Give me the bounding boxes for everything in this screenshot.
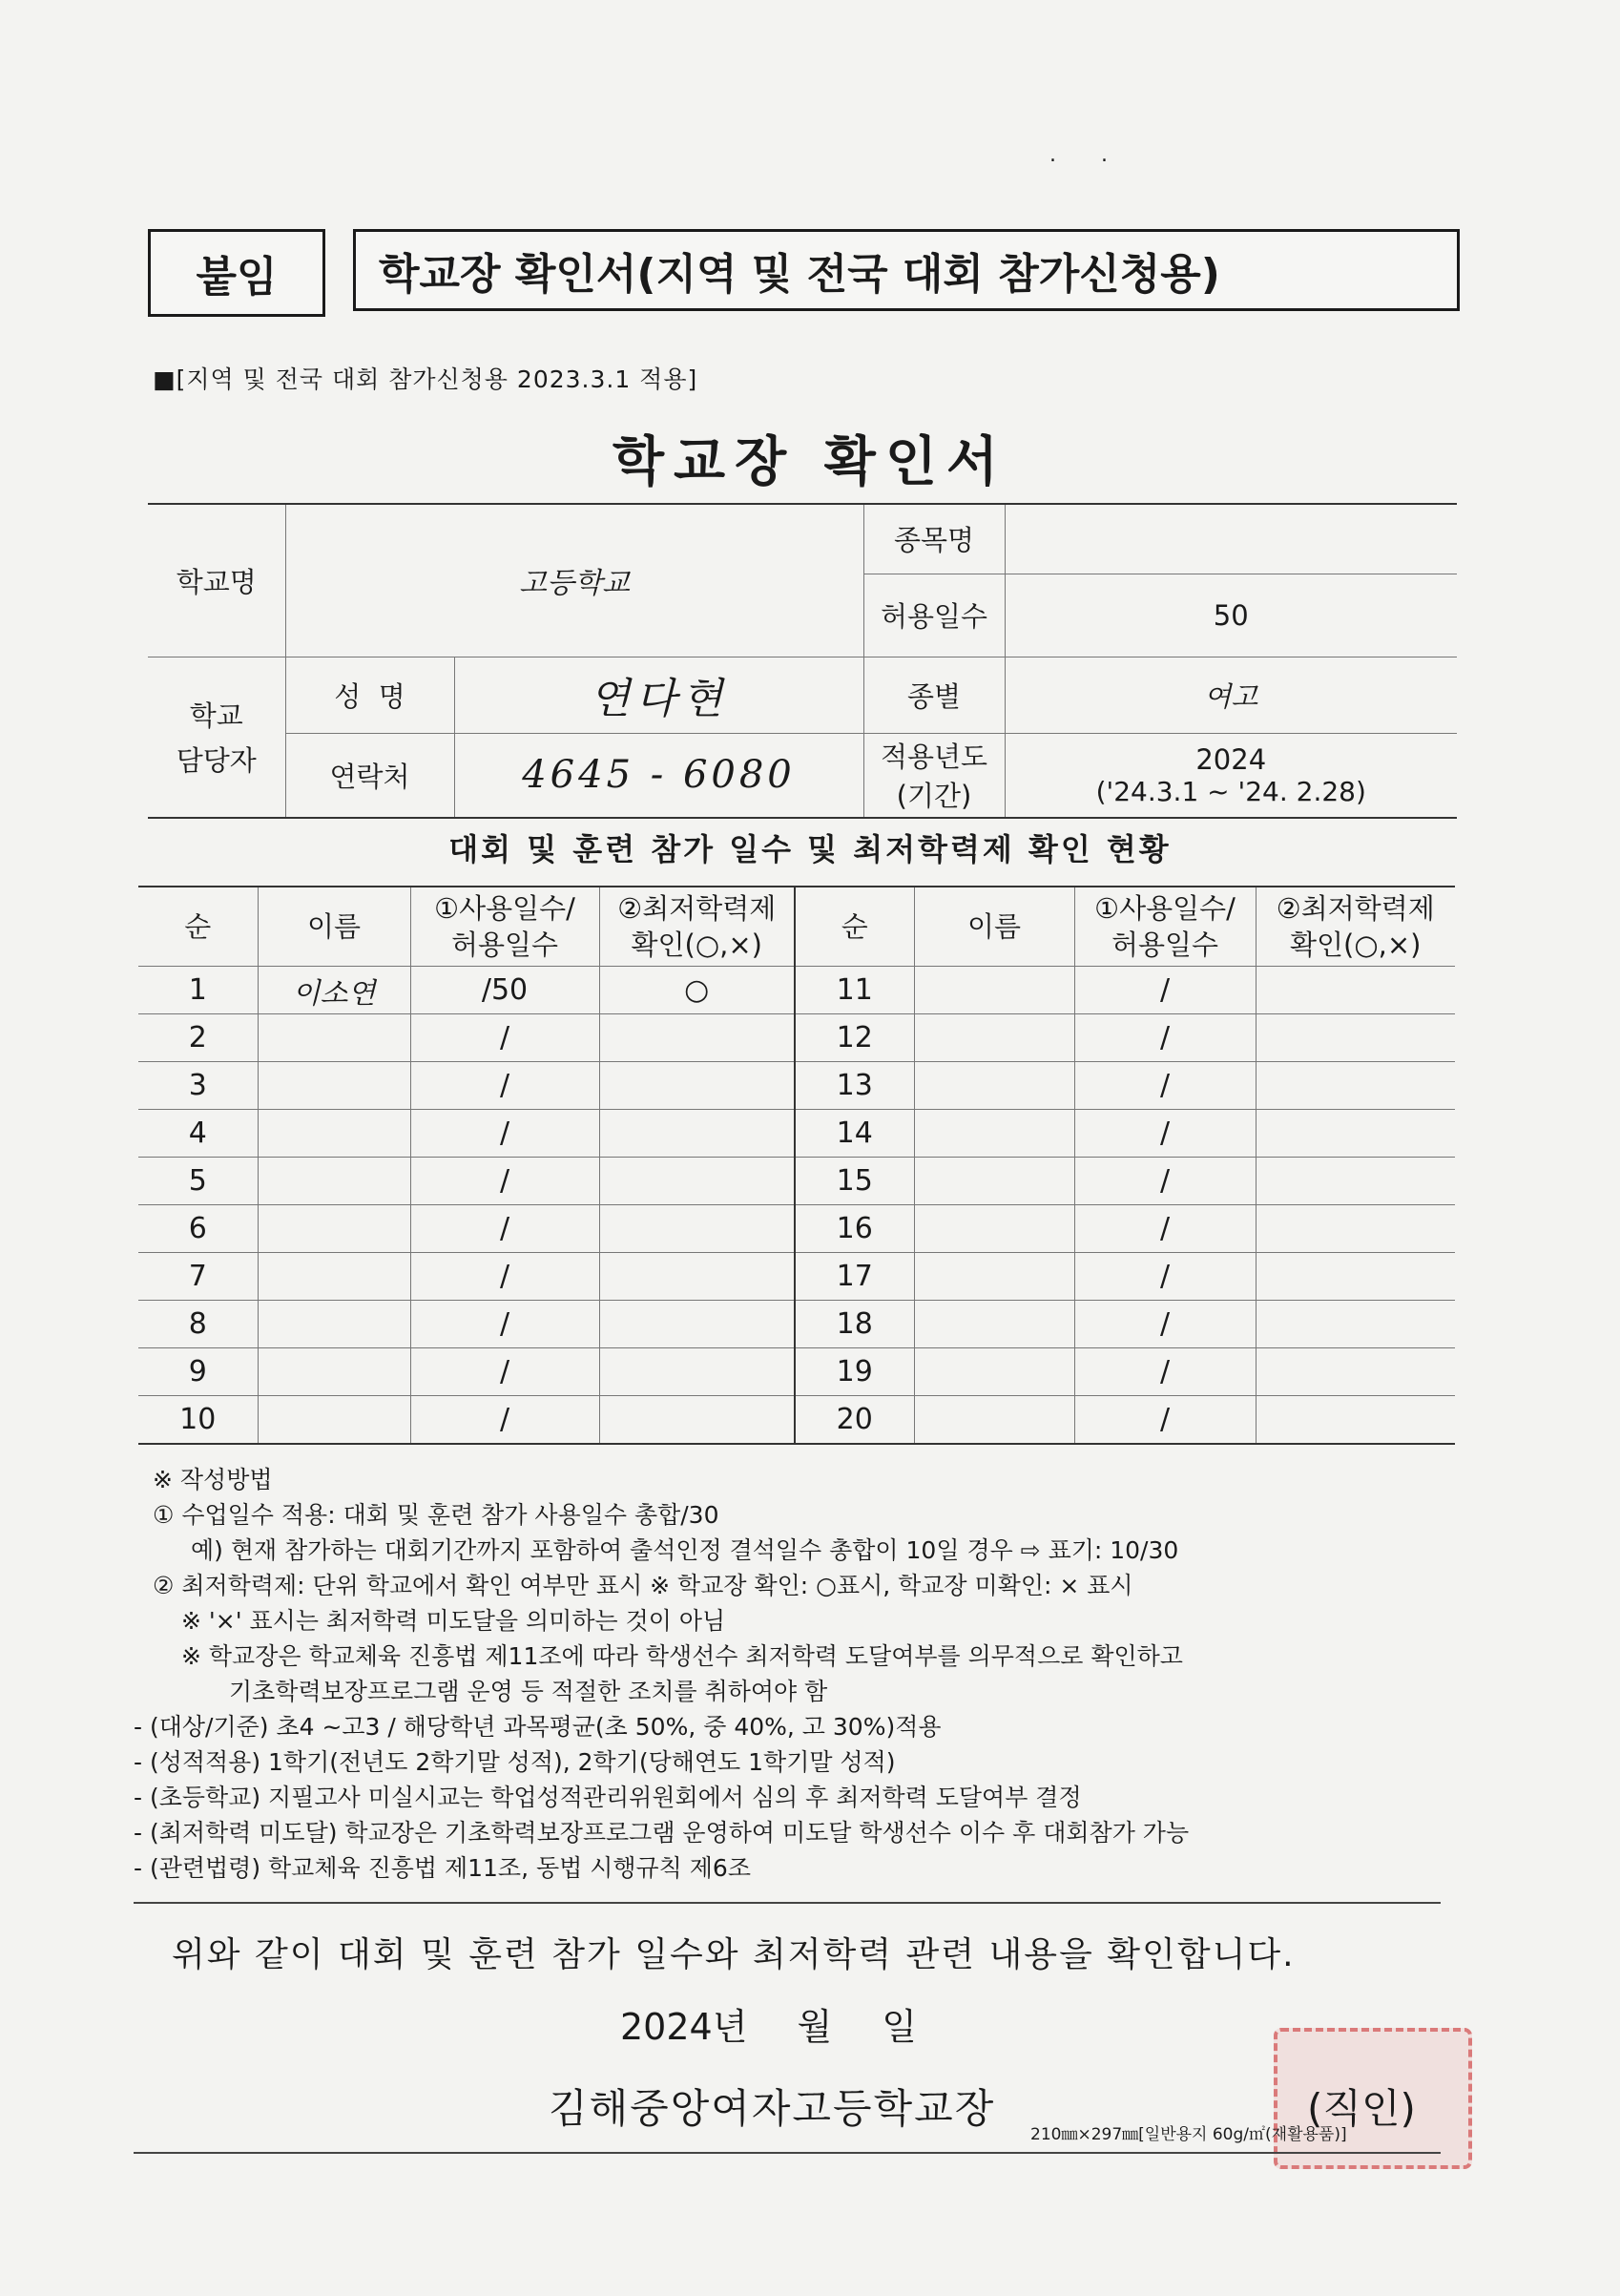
document-header-title: 학교장 확인서(지역 및 전국 대회 참가신청용) [353,229,1460,311]
row-check [599,1253,795,1301]
year-label-line2: (기간) [896,780,972,813]
row-days: / [1074,1014,1256,1062]
period-value: ('24.3.1 ~ '24. 2.28) [1095,775,1366,807]
row-name [258,1014,410,1062]
attachment-label: 붙임 [148,229,325,317]
row-number: 17 [795,1253,914,1301]
contact-label: 연락처 [285,733,454,818]
row-name [914,1301,1074,1348]
year-value: 2024 [1195,742,1267,776]
row-number: 9 [138,1348,258,1396]
notes-item-2-note-2b: 기초학력보장프로그램 운영 등 적절한 조치를 취하여야 함 [229,1678,828,1705]
table-row [138,1348,1455,1396]
notes-dash-2: - (성적적용) 1학기(전년도 2학기말 성적), 2학기(당해연도 1학기말 성적) [134,1748,896,1776]
row-name [914,1348,1074,1396]
row-name [914,1110,1074,1158]
row-days: / [410,1396,599,1445]
row-days: / [410,1158,599,1205]
table-row [138,1301,1455,1348]
row-number: 3 [138,1062,258,1110]
row-number: 13 [795,1062,914,1110]
school-info-table [148,503,1457,819]
table-row [138,1253,1455,1301]
signature-date: 2024년 월 일 [620,2006,917,2048]
row-days: / [410,1301,599,1348]
row-days: / [1074,1396,1256,1445]
row-number: 15 [795,1158,914,1205]
row-check [599,1348,795,1396]
sport-label: 종목명 [863,504,1005,574]
row-name [258,1110,410,1158]
row-number: 19 [795,1348,914,1396]
row-check [1256,1158,1455,1205]
row-check [599,1158,795,1205]
row-name [258,1158,410,1205]
row-name [914,1014,1074,1062]
row-number: 10 [138,1396,258,1445]
notes-item-2-note-1: ※ '×' 표시는 최저학력 미도달을 의미하는 것이 아님 [181,1607,726,1635]
header-check [1256,887,1455,967]
manager-name-value: 연다현 [454,657,863,733]
row-days: / [410,1205,599,1253]
row-check [599,1014,795,1062]
table-row [138,1014,1455,1062]
row-days: /50 [410,967,599,1014]
table-row [138,1110,1455,1158]
header-days-line1: ①사용일수/ [1094,892,1236,925]
header-days-line1: ①사용일수/ [434,892,575,925]
year-label [863,733,1005,818]
allowed-days-value: 50 [1005,574,1457,657]
row-check [599,1205,795,1253]
row-days: / [1074,1348,1256,1396]
row-check [599,1062,795,1110]
row-name [914,1062,1074,1110]
table-row [138,967,1455,1014]
row-days: / [1074,967,1256,1014]
row-name [258,1062,410,1110]
apply-note: ■[지역 및 전국 대회 참가신청용 2023.3.1 적용] [153,365,698,393]
page-title: 학교장 확인서 [612,431,1008,493]
table-row [138,1062,1455,1110]
notes-dash-3: - (초등학교) 지필고사 미실시교는 학업성적관리위원회에서 심의 후 최저학력 도달여부 결정 [134,1784,1082,1811]
row-number: 1 [138,967,258,1014]
allowed-days-label: 허용일수 [863,574,1005,657]
row-name: 이소연 [258,967,410,1014]
row-name [914,1158,1074,1205]
row-check: ○ [599,967,795,1014]
row-days: / [1074,1301,1256,1348]
manager-label [148,657,285,818]
row-days: / [1074,1253,1256,1301]
paper-spec: 210㎜×297㎜[일반용지 60g/㎡(재활용품)] [1030,2125,1347,2144]
contact-value: 4645 - 6080 [454,733,863,818]
row-check [1256,1348,1455,1396]
row-name [914,1205,1074,1253]
row-number: 7 [138,1253,258,1301]
row-days: / [1074,1110,1256,1158]
header-check-line2: 확인(○,×) [1290,929,1422,961]
row-number: 5 [138,1158,258,1205]
row-check [1256,1301,1455,1348]
row-check [599,1301,795,1348]
row-number: 12 [795,1014,914,1062]
row-days: / [410,1253,599,1301]
table-row [138,1396,1455,1445]
row-days: / [1074,1205,1256,1253]
row-number: 18 [795,1301,914,1348]
header-days [410,887,599,967]
header-no: 순 [138,887,258,967]
row-check [599,1110,795,1158]
row-name [258,1396,410,1445]
row-days: / [410,1062,599,1110]
manager-label-line2: 담당자 [176,744,257,778]
notes-item-2: ② 최저학력제: 단위 학교에서 확인 여부만 표시 ※ 학교장 확인: ○표시, 학교장 미확인: × 표시 [153,1572,1133,1599]
gender-label: 종별 [863,657,1005,733]
top-dots: . . [1049,143,1127,167]
confirmation-statement: 위와 같이 대회 및 훈련 참가 일수와 최저학력 관련 내용을 확인합니다. [172,1935,1296,1974]
header-name: 이름 [914,887,1074,967]
school-name-value: 고등학교 [285,504,863,657]
header-days-line2: 허용일수 [450,929,559,961]
seal-label: (직인) [1307,2085,1416,2132]
header-days [1074,887,1256,967]
row-name [914,1396,1074,1445]
header-check-line1: ②최저학력제 [1276,892,1435,925]
row-check [1256,1253,1455,1301]
notes-dash-5: - (관련법령) 학교체육 진흥법 제11조, 동법 시행규칙 제6조 [134,1854,751,1882]
row-number: 11 [795,967,914,1014]
table-row [138,1205,1455,1253]
table-row [138,1158,1455,1205]
row-number: 6 [138,1205,258,1253]
notes-heading: ※ 작성방법 [153,1466,273,1493]
row-name [258,1205,410,1253]
year-value-cell [1005,733,1457,818]
year-label-line1: 적용년도 [880,741,988,774]
row-check [1256,1396,1455,1445]
row-name [258,1348,410,1396]
header-name: 이름 [258,887,410,967]
notes-dash-1: - (대상/기준) 초4 ~고3 / 해당학년 과목평균(초 50%, 중 40%, 고 30%)적용 [134,1713,942,1741]
notes-item-1: ① 수업일수 적용: 대회 및 훈련 참가 사용일수 총합/30 [153,1501,719,1529]
participation-table [138,886,1455,1445]
row-number: 14 [795,1110,914,1158]
row-check [1256,1062,1455,1110]
row-days: / [1074,1158,1256,1205]
row-name [914,967,1074,1014]
row-check [599,1396,795,1445]
row-number: 16 [795,1205,914,1253]
sport-value [1005,504,1457,574]
notes-dash-4: - (최저학력 미도달) 학교장은 기초학력보장프로그램 운영하여 미도달 학생선수 이수 후 대회참가 가능 [134,1819,1190,1847]
row-number: 20 [795,1396,914,1445]
writing-instructions [134,1462,1488,1886]
notes-item-1-example: 예) 현재 참가하는 대회기간까지 포함하여 출석인정 결석일수 총합이 10일 경우 ⇨ 표기: 10/30 [191,1536,1179,1564]
name-label: 성 명 [285,657,454,733]
header-check-line2: 확인(○,×) [631,929,762,961]
row-check [1256,1110,1455,1158]
row-number: 8 [138,1301,258,1348]
header-no: 순 [795,887,914,967]
header-check-line1: ②최저학력제 [617,892,777,925]
header-days-line2: 허용일수 [1111,929,1219,961]
row-name [258,1253,410,1301]
row-days: / [1074,1062,1256,1110]
divider [134,1902,1441,1904]
principal-title: 김해중앙여자고등학교장 [549,2085,996,2132]
row-number: 2 [138,1014,258,1062]
header-check [599,887,795,967]
row-days: / [410,1014,599,1062]
row-number: 4 [138,1110,258,1158]
status-title: 대회 및 훈련 참가 일수 및 최저학력제 확인 현황 [448,831,1172,867]
row-days: / [410,1110,599,1158]
notes-item-2-note-2a: ※ 학교장은 학교체육 진흥법 제11조에 따라 학생선수 최저학력 도달여부를 의무적으로 확인하고 [181,1642,1183,1670]
divider [134,2152,1441,2154]
row-check [1256,1205,1455,1253]
row-check [1256,967,1455,1014]
row-days: / [410,1348,599,1396]
gender-value: 여고 [1005,657,1457,733]
manager-label-line1: 학교 [189,699,243,733]
row-name [914,1253,1074,1301]
row-name [258,1301,410,1348]
row-check [1256,1014,1455,1062]
school-label: 학교명 [148,504,285,657]
